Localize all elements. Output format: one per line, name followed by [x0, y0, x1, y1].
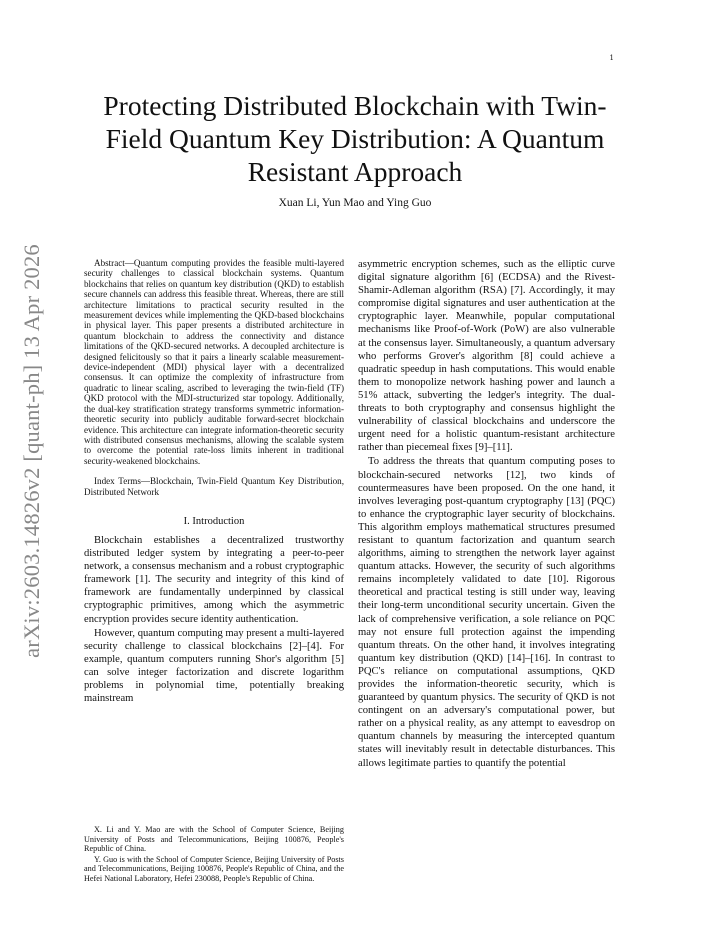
arxiv-stamp-text: arXiv:2603.14826v2 [quant-ph] 13 Apr 2026 [19, 244, 44, 658]
footnotes [84, 825, 344, 883]
left-column [84, 258, 344, 705]
footnote-affiliation: X. Li and Y. Mao are with the School of Computer Science, Beijing University of Posts and Telecommunications, Beijing 100876, People's Republic of China. [84, 825, 344, 853]
page-number: 1 [609, 54, 614, 62]
section-heading: I. Introduction [183, 515, 245, 527]
index-terms: Index Terms—Blockchain, Twin-Field Quantum Key Distribution, Distributed Network [84, 476, 344, 497]
arxiv-stamp [10, 246, 54, 656]
abstract: Abstract—Quantum computing provides the feasible multi-layered security challenges to classical blockchain systems. Quantum blockchains that relies on quantum key distribution (QKD) to establish secure channels can address this feasible threat. Whereas, there are still architecture limitations to practical security resulted in the measurement devices while implementing the QKD-based blockchains in physical layer. This paper presents a distributed architecture in quantum blockchain to address the connectivity and distance limitations of the QKD-secured networks. A decoupled architecture is designed felicitously so that it pairs a linearly scalable measurement-device-independent (MDI) physical layer with a decentralized consensus. It can optimize the complexity of infrastructure from quadratic to linear scaling, ascribed to leveraging the twin-field (TF) QKD protocol with the MDI-structurized star topology. Additionally, the dual-key stratification strategy transforms symmetric information-theoretic security into publicly auditable forward-secret blockchain evidence. This architecture can integrate information-theoretic security with distributed consensus mechanisms, allowing the scalable system to overcome the potential rate-loss limits inherent in traditional security-weakened blockchains. [84, 258, 344, 466]
paragraph: However, quantum computing may present a multi-layered security challenge to classical blockchains [2]–[4]. For example, quantum computers running Shor's algorithm [5] can solve integer factorization and discrete logarithm problems in polynomial time, potentially breaking mainstream [84, 627, 344, 705]
paragraph: asymmetric encryption schemes, such as the elliptic curve digital signature algorithm [6] (ECDSA) and the Rivest-Shamir-Adleman algorithm (RSA) [7]. Accordingly, it may compromise digital signatures and user authentication at the cryptographic layer. Meanwhile, popular computational mechanisms like Proof-of-Work (PoW) are also vulnerable at the consensus layer. Simultaneously, a quantum adversary who performs Grover's algorithm [8] could achieve a quadratic speedup in hash computations. This would enable them to monopolize network hashing power and launch a 51% attack, subverting the ledger's integrity. The dual-threats to both cryptography and consensus highlight the vulnerability of classical blockchains and underscore the urgent need for a holistic quantum-resistant architecture rather than piecemeal fixes [9]–[11]. [358, 259, 615, 454]
paragraph: Blockchain establishes a decentralized trustworthy distributed ledger system by integrating a peer-to-peer network, a consensus mechanism and a robust cryptographic framework [1]. The security and integrity of this kind of framework are fundamentally underpinned by classical cryptographic primitives, among which the asymmetric encryption provides secure identity authentication. [84, 534, 344, 625]
paragraph: To address the threats that quantum computing poses to blockchain-secured networks [12], two kinds of countermeasures have been proposed. On the one hand, it involves leveraging post-quantum cryptography [13] (PQC) to enhance the cryptographic layer security of blockchains. This algorithm employs mathematical structures presumed resistant to quantum factorization and quantum search algorithms, aiming to strengthen the network layer against quantum attacks. However, the security of such algorithms remains incompletely validated to date [10]. Rigorous theoretical and practical testing is still under way, leaving their long-term unconditional security uncertain. Given the lack of comprehensive verification, a sole reliance on PQC may not ensure full protection against the impending quantum threats. On the other hand, it involves integrating quantum key distribution (QKD) [14]–[16]. In contrast to PQC's reliance on computational assumptions, QKD provides the information-theoretic security, which is guaranteed by quantum physics. The security of QKD is not contingent on an adversary's computational power, but rather on a physical reality, as any attempt to eavesdrop on quantum channels by measuring the intercepted quantum states will inevitably result in detectable disturbances. This allows legitimate parties to quantify the potential [358, 456, 615, 769]
footnote-affiliation: Y. Guo is with the School of Computer Science, Beijing University of Posts and Telecommunications, Beijing 100876, People's Republic of China, and the Hefei National Laboratory, Hefei 230088, People's Republic of China. [84, 854, 344, 883]
author-list: Xuan Li, Yun Mao and Ying Guo [278, 197, 432, 209]
right-column [358, 258, 615, 770]
paper-title: Protecting Distributed Blockchain with Twin-Field Quantum Key Distribution: A Quantum Resistant Approach [103, 90, 607, 187]
